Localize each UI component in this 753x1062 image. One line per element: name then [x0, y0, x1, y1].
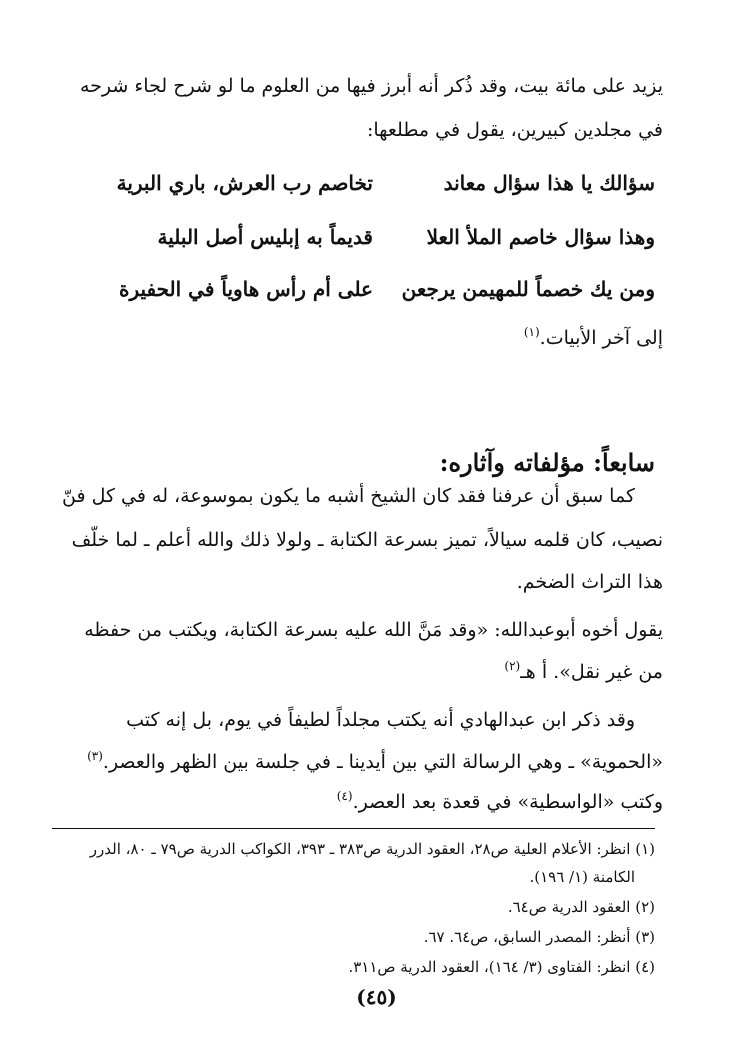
section-heading: سابعاً: مؤلفاته وآثاره:	[439, 448, 655, 477]
body-line	[52, 748, 663, 778]
footnote-ref: (٢)	[504, 659, 521, 673]
verse-first-hemistich: وهذا سؤال خاصم الملأ العلا	[426, 225, 655, 249]
footnote-divider	[52, 828, 655, 829]
body-line	[52, 788, 663, 818]
body-text: «الحموية» ـ وهي الرسالة التي بين أيدينا ـ في جلسة بين الظهر والعصر.	[102, 751, 663, 773]
body-line: يقول أخوه أبوعبدالله: «وقد مَنَّ الله عليه بسرعة الكتابة، ويكتب من حفظه	[84, 619, 663, 641]
poem-verse	[52, 220, 655, 254]
body-line: في مجلدين كبيرين، يقول في مطلعها:	[366, 119, 663, 141]
footnote-ref: (٣)	[87, 749, 103, 763]
footnote-ref: (٤)	[336, 789, 353, 803]
verse-second-hemistich: على أم رأس هاوياً في الحفيرة	[118, 277, 373, 301]
body-line: وقد ذكر ابن عبدالهادي أنه يكتب مجلداً لطيفاً في يوم، بل إنه كتب	[126, 709, 635, 731]
body-line: يزيد على مائة بيت، وقد ذُكر أنه أبرز فيها من العلوم ما لو شرح لجاء شرحه	[80, 75, 663, 97]
verse-first-hemistich: ومن يك خصماً للمهيمن يرجعن	[401, 277, 655, 301]
verse-second-hemistich: قديماً به إبليس أصل البلية	[157, 225, 373, 249]
body-line	[52, 658, 663, 688]
poem-verse	[52, 272, 655, 306]
body-text: وكتب «الواسطية» في قعدة بعد العصر.	[352, 791, 663, 813]
body-line: هذا التراث الضخم.	[516, 571, 663, 593]
verse-second-hemistich: تخاصم رب العرش، باري البرية	[116, 171, 373, 195]
verses-end-text: إلى آخر الأبيات.	[539, 327, 663, 349]
footnote-ref: (١)	[523, 325, 540, 339]
footnote: (١) انظر: الأعلام العلية ص٢٨، العقود الدرية ص٣٨٣ ـ ٣٩٣، الكواكب الدرية ص٧٩ ـ ٨٠، الدرر	[89, 840, 655, 858]
footnote: (٣) أنظر: المصدر السابق، ص٦٤. ٦٧.	[423, 928, 655, 946]
body-line: كما سبق أن عرفنا فقد كان الشيخ أشبه ما يكون بموسوعة، له في كل فنّ	[62, 485, 635, 507]
quote-end-text: من غير نقل». أ هـ	[520, 661, 663, 683]
body-line: نصيب، كان قلمه سيالاً، تميز بسرعة الكتابة ـ ولولا ذلك والله أعلم ـ لما خلّف	[71, 529, 663, 551]
page-number: (٤٥)	[356, 985, 397, 1009]
poem-verse	[52, 166, 655, 200]
footnote: (٤) انظر: الفتاوى (٣/ ١٦٤)، العقود الدرية ص٣١١.	[348, 958, 655, 976]
footnote: الكامنة (١/ ١٩٦).	[529, 868, 635, 886]
verse-first-hemistich: سؤالك يا هذا سؤال معاند	[443, 171, 655, 195]
footnote: (٢) العقود الدرية ص٦٤.	[507, 898, 655, 916]
body-line	[52, 324, 663, 354]
